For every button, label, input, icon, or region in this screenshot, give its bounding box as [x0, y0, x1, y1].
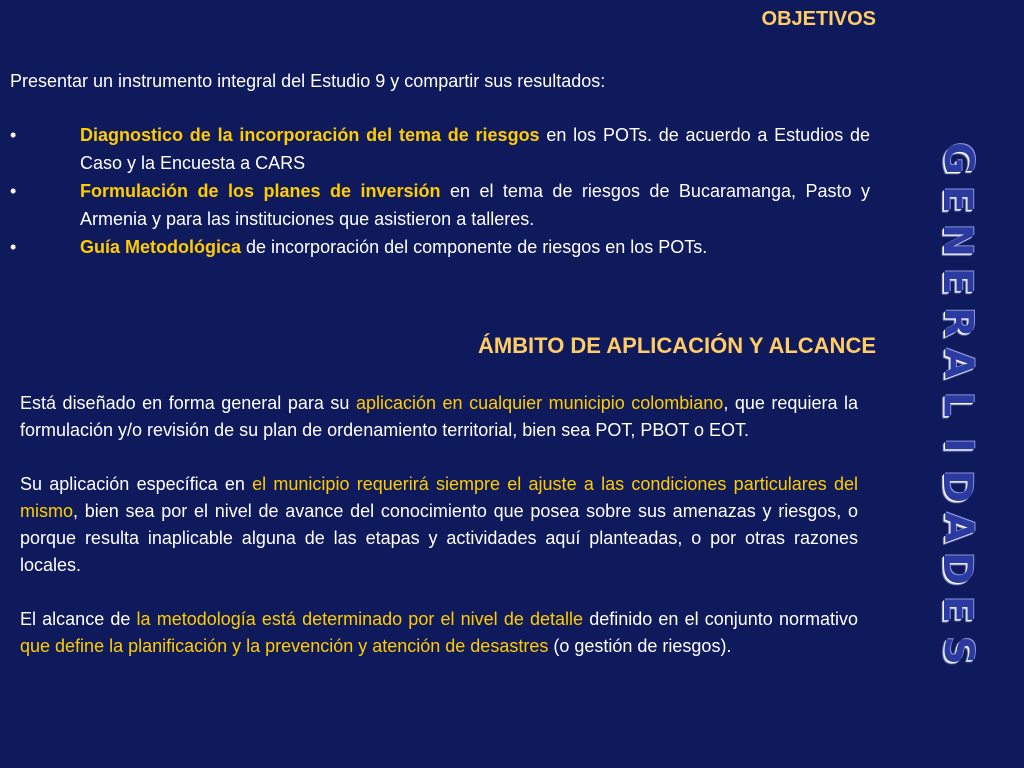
text-run: El alcance de	[20, 609, 137, 629]
text-highlight: que define la planificación y la prevención y atención de desastres	[20, 636, 549, 656]
side-title-letter: G	[934, 142, 981, 175]
side-title-letter: A	[934, 512, 981, 543]
bullet-highlight: Diagnostico de la incorporación del tema de riesgos	[80, 125, 540, 145]
bullet-text: en el tema de riesgos de Bucaramanga, Pasto y Armenia y para las instituciones que asistieron a talleres.	[80, 181, 870, 229]
side-title-letter: S	[934, 636, 981, 665]
ambito-paragraph-2	[20, 471, 858, 579]
side-title-letter: R	[934, 307, 981, 338]
side-title-letter: D	[934, 551, 981, 586]
bullet-marker: •	[10, 125, 17, 145]
text-run: (o gestión de riesgos).	[548, 636, 732, 656]
side-title-letter: D	[934, 469, 981, 504]
side-title-letter: E	[934, 595, 981, 624]
bullet-highlight: Guía Metodológica	[80, 237, 242, 257]
objetivos-list	[10, 121, 870, 261]
side-title-letter: E	[934, 185, 981, 214]
generalidades-side-title	[912, 138, 1002, 671]
text-run: Su aplicación específica en	[20, 474, 253, 494]
text-highlight: aplicación en cualquier municipio colombiano	[355, 393, 724, 413]
text-highlight: el municipio requerirá siempre el ajuste a las condiciones particulares del mismo	[20, 474, 858, 521]
bullet-marker: •	[10, 237, 17, 257]
text-run: definido en el conjunto normativo	[583, 609, 858, 629]
ambito-paragraph-3	[20, 606, 858, 660]
text-highlight: la metodología está determinado por el nivel de detalle	[136, 609, 584, 629]
bullet-text: en los POTs. de acuerdo a Estudios de Caso y la Encuesta a CARS	[80, 125, 871, 173]
side-title-letter: I	[934, 438, 981, 453]
ambito-title: ÁMBITO DE APLICACIÓN Y ALCANCE	[477, 333, 876, 358]
list-item	[10, 177, 870, 233]
bullet-text: de incorporación del componente de riesgos en los POTs.	[241, 237, 708, 257]
text-run: Está diseñado en forma general para su	[20, 393, 356, 413]
objetivos-intro: Presentar un instrumento integral del Estudio 9 y compartir sus resultados:	[10, 71, 606, 91]
list-item	[10, 233, 870, 261]
side-title-letter: A	[934, 348, 981, 379]
text-run: , que requiera la formulación y/o revisión de su plan de ordenamiento territorial, bien sea POT, PBOT o EOT.	[20, 393, 858, 440]
text-run: , bien sea por el nivel de avance del conocimiento que posea sobre sus amenazas y riesgos, o porque resulta inaplicable alguna de las etapas y actividades aquí planteadas, o por otras razones locales.	[20, 501, 858, 575]
list-item	[10, 121, 870, 177]
side-title-letter: E	[934, 267, 981, 296]
ambito-body	[20, 390, 858, 687]
objetivos-title: OBJETIVOS	[761, 8, 876, 30]
bullet-marker: •	[10, 181, 17, 201]
bullet-highlight: Formulación de los planes de inversión	[80, 181, 441, 201]
side-title-letter: L	[934, 391, 981, 418]
side-title-letter: N	[934, 223, 981, 258]
ambito-paragraph-1	[20, 390, 858, 444]
